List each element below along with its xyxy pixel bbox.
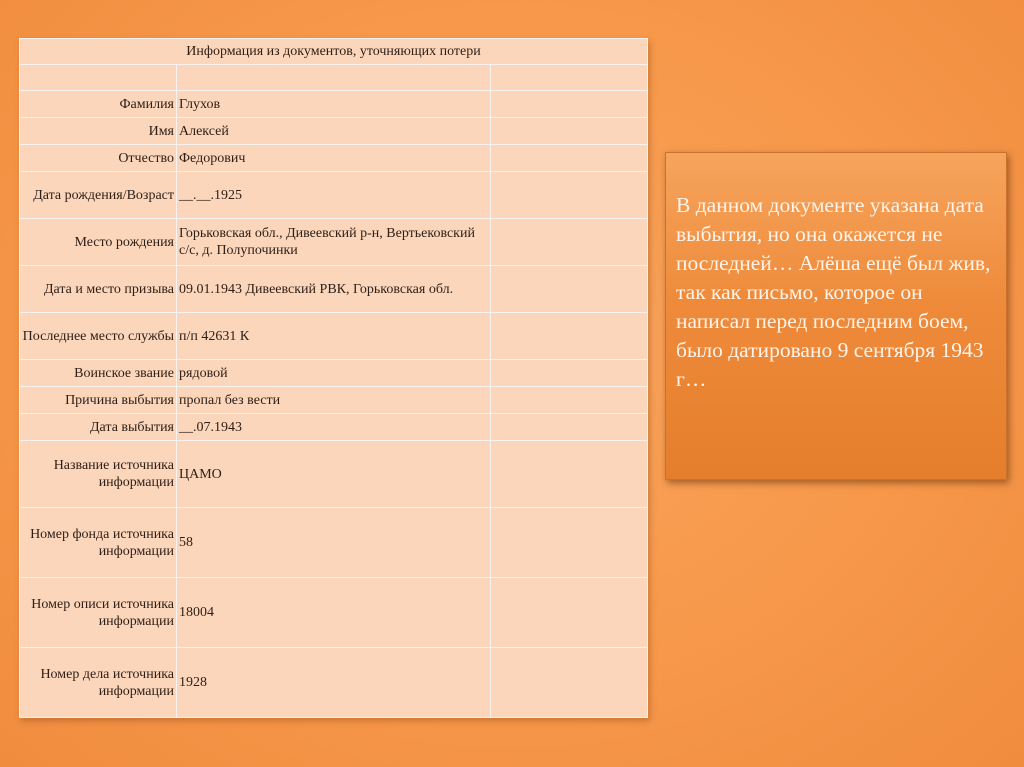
table-row [20,441,648,508]
table-empty-row [20,65,648,91]
row-value: 18004 [177,578,491,648]
table-cell [491,219,648,266]
note-callout [665,152,1007,480]
row-label: Отчество [20,145,177,172]
row-value: Федорович [177,145,491,172]
table-cell [491,65,648,91]
table-row [20,266,648,313]
row-label: Фамилия [20,91,177,118]
table-cell [491,313,648,360]
row-label: Дата и место призыва [20,266,177,313]
table-title-row [20,39,648,65]
row-value: ЦАМО [177,441,491,508]
table-row [20,414,648,441]
table-cell [491,145,648,172]
row-label: Воинское звание [20,360,177,387]
table-cell [491,414,648,441]
table-cell [20,65,177,91]
table-row [20,313,648,360]
table-cell [177,65,491,91]
row-value: рядовой [177,360,491,387]
row-value: п/п 42631 К [177,313,491,360]
row-label: Дата выбытия [20,414,177,441]
table-title: Информация из документов, уточняющих потери [20,39,648,65]
row-value: __.__.1925 [177,172,491,219]
row-label: Номер дела источника информации [20,648,177,718]
info-table [19,38,648,718]
note-text: В данном документе указана дата выбытия, но она окажется не последней… Алёша ещё был жив, так как письмо, которое он написал перед последним боем, было датировано 9 сентября 1943 г… [676,193,991,391]
row-value: __.07.1943 [177,414,491,441]
table-cell [491,91,648,118]
row-label: Имя [20,118,177,145]
table-row [20,172,648,219]
row-label: Причина выбытия [20,387,177,414]
row-label: Дата рождения/Возраст [20,172,177,219]
table-row [20,387,648,414]
table-cell [491,360,648,387]
table-cell [491,118,648,145]
table-row [20,360,648,387]
row-value: Горьковская обл., Дивеевский р-н, Вертьековский с/с, д. Полупочинки [177,219,491,266]
table-cell [491,387,648,414]
row-value: Алексей [177,118,491,145]
table-row [20,578,648,648]
table-row [20,118,648,145]
table-row [20,508,648,578]
table-row [20,145,648,172]
row-label: Номер фонда источника информации [20,508,177,578]
row-value: Глухов [177,91,491,118]
row-label: Последнее место службы [20,313,177,360]
table-cell [491,266,648,313]
row-value: 58 [177,508,491,578]
table-row [20,91,648,118]
table-cell [491,578,648,648]
table-row [20,648,648,718]
table-cell [491,648,648,718]
row-label: Место рождения [20,219,177,266]
table-cell [491,508,648,578]
row-value: пропал без вести [177,387,491,414]
row-value: 09.01.1943 Дивеевский РВК, Горьковская обл. [177,266,491,313]
row-label: Номер описи источника информации [20,578,177,648]
table-cell [491,172,648,219]
row-value: 1928 [177,648,491,718]
row-label: Название источника информации [20,441,177,508]
table-cell [491,441,648,508]
table-row [20,219,648,266]
